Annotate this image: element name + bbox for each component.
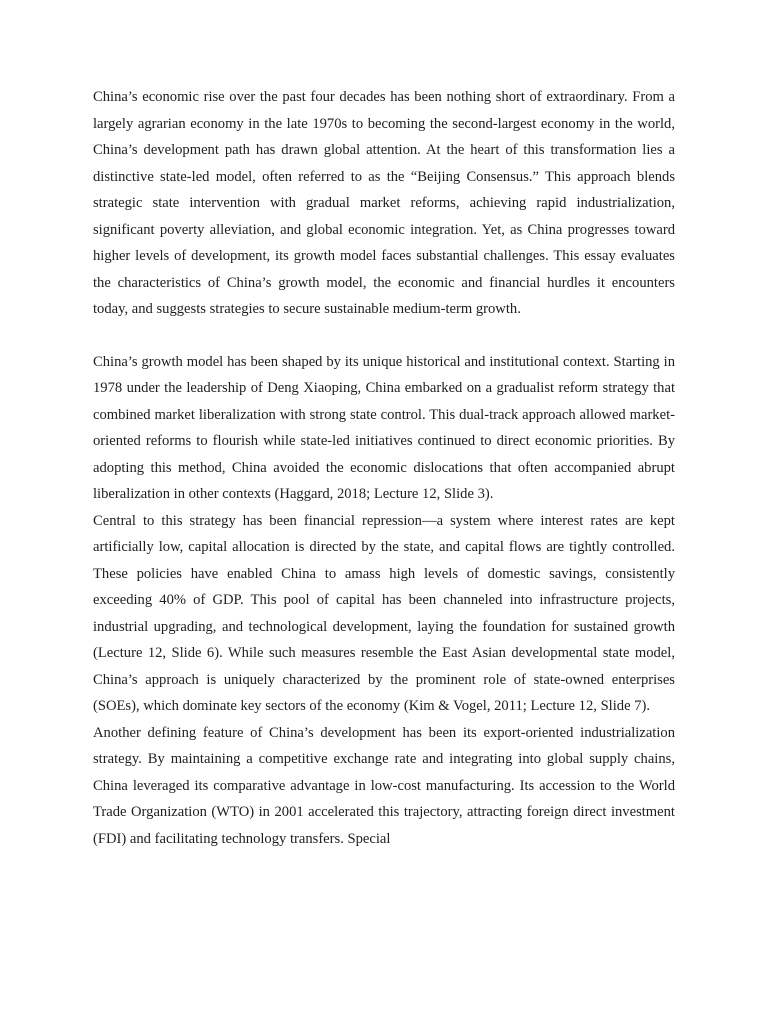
paragraph-growth-model: China’s growth model has been shaped by its unique historical and institutional context. Starting in 1978 under the leadership of Deng Xiaoping, China embarked on a gradualist reform strategy that combined market liberalization with strong state control. This dual-track approach allowed market-oriented reforms to flourish while state-led initiatives continued to direct economic priorities. By adopting this method, China avoided the economic dislocations that often accompanied abrupt liberalization in other contexts (Haggard, 2018; Lecture 12, Slide 3). [93,353,675,502]
paragraph-export-oriented: Another defining feature of China’s development has been its export-oriented industrialization strategy. By maintaining a competitive exchange rate and integrating into global supply chains, China leveraged its comparative advantage in low-cost manufacturing. Its accession to the World Trade Organization (WTO) in 2001 accelerated this trajectory, attracting foreign direct investment (FDI) and facilitating technology transfers. Special [93,724,675,847]
essay-body [93,84,675,852]
paragraph-financial-repression: Central to this strategy has been financial repression—a system where interest rates are kept artificially low, capital allocation is directed by the state, and capital flows are tightly controlled. These policies have enabled China to amass high levels of domestic savings, consistently exceeding 40% of GDP. This pool of capital has been channeled into infrastructure projects, industrial upgrading, and technological development, laying the foundation for sustained growth (Lecture 12, Slide 6). While such measures resemble the East Asian developmental state model, China’s approach is uniquely characterized by the prominent role of state-owned enterprises (SOEs), which dominate key sectors of the economy (Kim & Vogel, 2011; Lecture 12, Slide 7). [93,512,675,714]
paragraph-introduction: China’s economic rise over the past four decades has been nothing short of extraordinary. From a largely agrarian economy in the late 1970s to becoming the second-largest economy in the world, China’s development path has drawn global attention. At the heart of this transformation lies a distinctive state-led model, often referred to as the “Beijing Consensus.” This approach blends strategic state intervention with gradual market reforms, achieving rapid industrialization, significant poverty alleviation, and global economic integration. Yet, as China progresses toward higher levels of development, its growth model faces substantial challenges. This essay evaluates the characteristics of China’s growth model, the economic and financial hurdles it encounters today, and suggests strategies to secure sustainable medium-term growth. [93,89,675,317]
